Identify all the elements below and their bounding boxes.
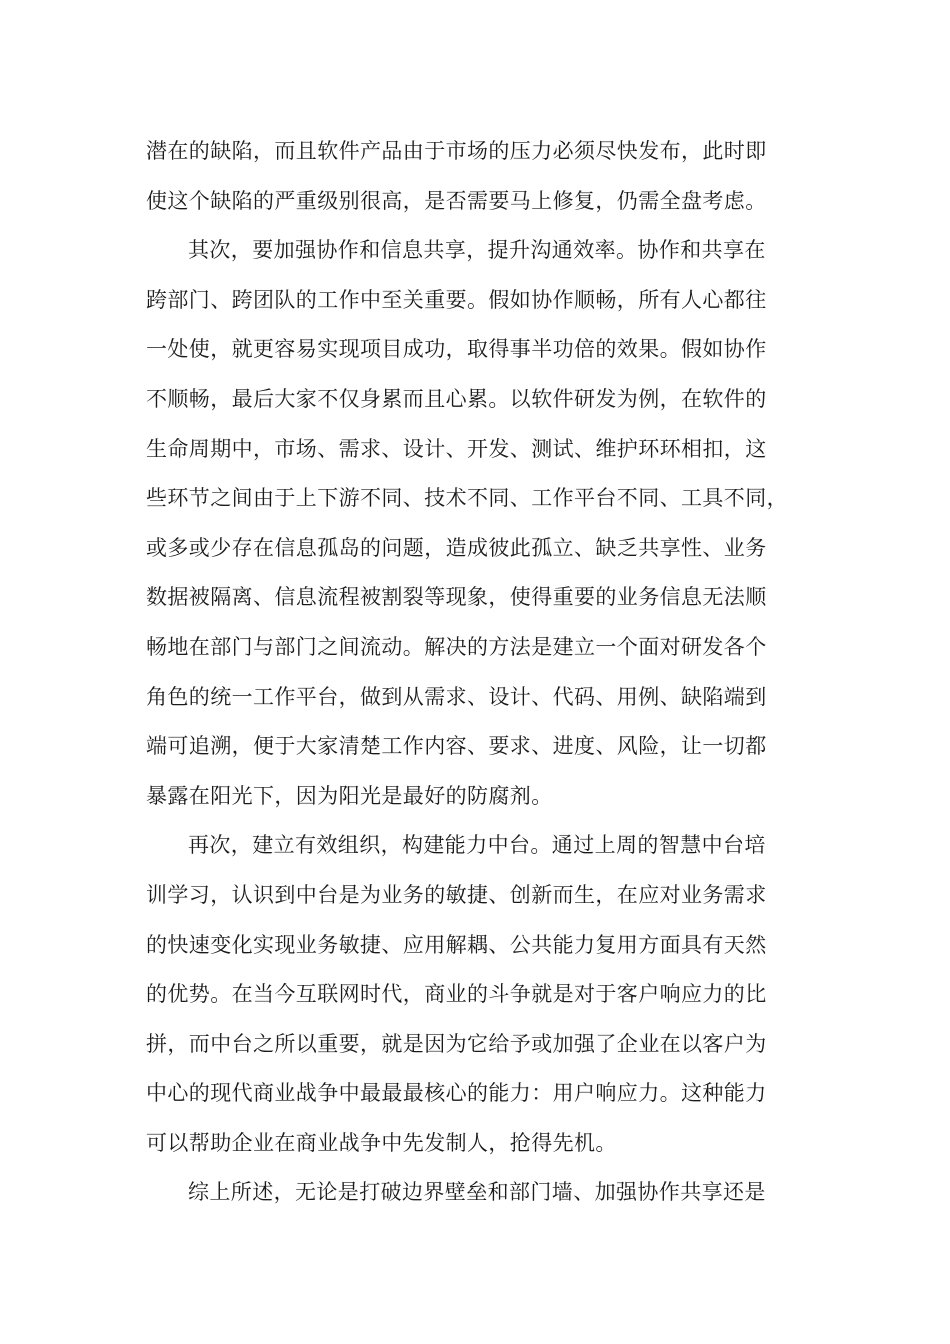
- text-line: 的快速变化实现业务敏捷、应用解耦、公共能力复用方面具有天然: [146, 932, 767, 957]
- text-line: 跨部门、跨团队的工作中至关重要。假如协作顺畅，所有人心都往: [146, 287, 767, 312]
- text-line: 暴露在阳光下，因为阳光是最好的防腐剂。: [146, 783, 553, 808]
- text-line: 生命周期中，市场、需求、设计、开发、测试、维护环环相扣，这: [146, 436, 767, 461]
- text-line: 训学习，认识到中台是为业务的敏捷、创新而生，在应对业务需求: [146, 882, 767, 907]
- paragraph-first-line: 再次，建立有效组织，构建能力中台。通过上周的智慧中台培: [188, 833, 766, 858]
- text-line: 畅地在部门与部门之间流动。解决的方法是建立一个面对研发各个: [146, 634, 767, 659]
- text-line: 不顺畅，最后大家不仅身累而且心累。以软件研发为例，在软件的: [146, 386, 767, 411]
- text-line: 拼，而中台之所以重要，就是因为它给予或加强了企业在以客户为: [146, 1031, 767, 1056]
- text-line: 可以帮助企业在商业战争中先发制人，抢得先机。: [146, 1130, 617, 1155]
- text-line: 中心的现代商业战争中最最最核心的能力：用户响应力。这种能力: [146, 1081, 767, 1106]
- text-line: 端可追溯，便于大家清楚工作内容、要求、进度、风险，让一切都: [146, 734, 767, 759]
- text-line: 使这个缺陷的严重级别很高，是否需要马上修复，仍需全盘考虑。: [146, 188, 767, 213]
- paragraph-first-line: 综上所述，无论是打破边界壁垒和部门墙、加强协作共享还是: [188, 1180, 766, 1205]
- text-line: 一处使，就更容易实现项目成功，取得事半功倍的效果。假如协作: [146, 337, 767, 362]
- text-line: 些环节之间由于上下游不同、技术不同、工作平台不同、工具不同，: [146, 486, 788, 511]
- text-line: 角色的统一工作平台，做到从需求、设计、代码、用例、缺陷端到: [146, 684, 767, 709]
- text-line: 数据被隔离、信息流程被割裂等现象，使得重要的业务信息无法顺: [146, 585, 767, 610]
- text-line: 或多或少存在信息孤岛的问题，造成彼此孤立、缺乏共享性、业务: [146, 535, 767, 560]
- text-line: 潜在的缺陷，而且软件产品由于市场的压力必须尽快发布，此时即: [146, 139, 767, 163]
- text-line: 的优势。在当今互联网时代，商业的斗争就是对于客户响应力的比: [146, 982, 767, 1007]
- document-body: [146, 127, 818, 1218]
- paragraph-first-line: 其次，要加强协作和信息共享，提升沟通效率。协作和共享在: [188, 238, 766, 263]
